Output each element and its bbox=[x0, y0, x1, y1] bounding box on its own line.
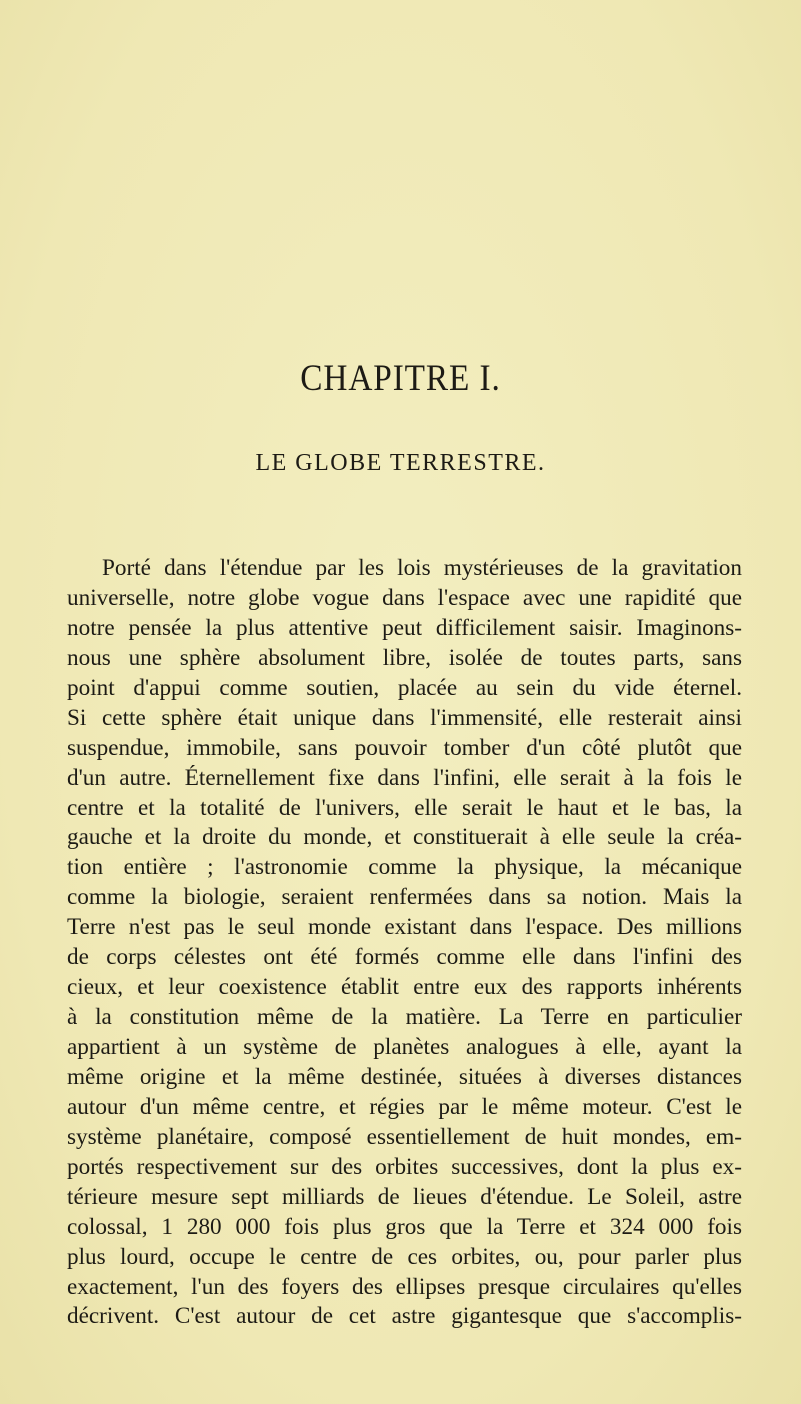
chapter-subtitle: LE GLOBE TERRESTRE. bbox=[255, 450, 546, 476]
text-line: plus lourd, occupe le centre de ces orbites, ou, pour parler plus bbox=[67, 1243, 742, 1270]
text-line: tion entière ; l'astronomie comme la physique, la mécanique bbox=[67, 854, 742, 881]
text-line: portés respectivement sur des orbites successives, dont la plus ex- bbox=[67, 1153, 742, 1180]
text-line: appartient à un système de planètes analogues à elle, ayant la bbox=[67, 1034, 742, 1060]
text-line: à la constitution même de la matière. La Terre en particulier bbox=[67, 1004, 742, 1031]
text-line: cieux, et leur coexistence établit entre eux des rapports inhérents bbox=[67, 974, 742, 1001]
text-line: point d'appui comme soutien, placée au sein du vide éternel. bbox=[67, 674, 742, 701]
text-line: d'un autre. Éternellement fixe dans l'infini, elle serait à la fois le bbox=[67, 764, 742, 791]
text-line: décrivent. C'est autour de cet astre gigantesque que s'accomplis- bbox=[67, 1303, 742, 1330]
text-line: notre pensée la plus attentive peut difficilement saisir. Imaginons- bbox=[67, 614, 742, 641]
text-line: système planétaire, composé essentiellement de huit mondes, em- bbox=[67, 1123, 742, 1150]
text-line: exactement, l'un des foyers des ellipses presque circulaires qu'elles bbox=[67, 1273, 742, 1300]
text-line: Si cette sphère était unique dans l'immensité, elle resterait ainsi bbox=[67, 704, 742, 731]
text-line: colossal, 1 280 000 fois plus gros que la Terre et 324 000 fois bbox=[67, 1213, 742, 1240]
text-line: Porté dans l'étendue par les lois mystérieuses de la gravitation bbox=[102, 555, 742, 581]
text-line: comme la biologie, seraient renfermées dans sa notion. Mais la bbox=[67, 884, 742, 911]
text-line: térieure mesure sept milliards de lieues d'étendue. Le Soleil, astre bbox=[67, 1183, 742, 1210]
chapter-heading: CHAPITRE I. bbox=[300, 358, 501, 399]
text-line: autour d'un même centre, et régies par le même moteur. C'est le bbox=[67, 1093, 742, 1120]
text-line: universelle, notre globe vogue dans l'espace avec une rapidité que bbox=[67, 584, 742, 611]
text-line: Terre n'est pas le seul monde existant dans l'espace. Des millions bbox=[67, 914, 742, 941]
body-paragraph bbox=[67, 554, 742, 1332]
text-line: gauche et la droite du monde, et constituerait à elle seule la créa- bbox=[67, 824, 742, 851]
text-line: même origine et la même destinée, situées à diverses distances bbox=[67, 1063, 742, 1090]
text-line: de corps célestes ont été formés comme elle dans l'infini des bbox=[67, 944, 742, 971]
text-line: suspendue, immobile, sans pouvoir tomber d'un côté plutôt que bbox=[67, 734, 742, 761]
text-line: nous une sphère absolument libre, isolée de toutes parts, sans bbox=[67, 644, 742, 671]
text-line: centre et la totalité de l'univers, elle serait le haut et le bas, la bbox=[67, 794, 742, 821]
